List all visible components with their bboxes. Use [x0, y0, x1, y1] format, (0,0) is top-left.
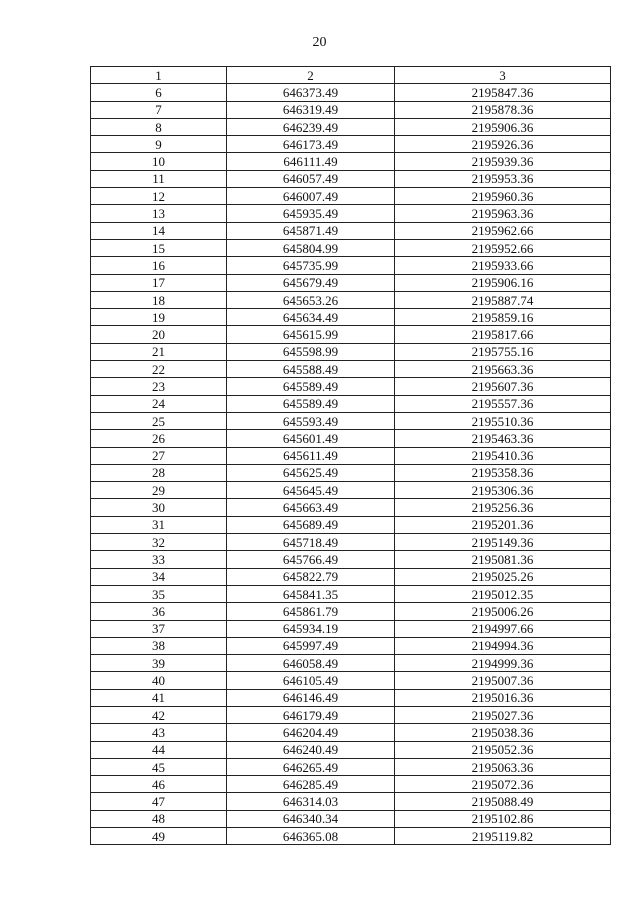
point-number-cell: 48: [91, 810, 227, 827]
y-coordinate-cell: 2195847.36: [395, 84, 611, 101]
y-coordinate-cell: 2194999.36: [395, 655, 611, 672]
y-coordinate-cell: 2195463.36: [395, 430, 611, 447]
x-coordinate-cell: 645861.79: [227, 603, 395, 620]
y-coordinate-cell: 2195088.49: [395, 793, 611, 810]
x-coordinate-cell: 645625.49: [227, 464, 395, 481]
table-row: [91, 412, 611, 429]
point-number-cell: 46: [91, 776, 227, 793]
y-coordinate-cell: 2195012.35: [395, 585, 611, 602]
x-coordinate-cell: 645589.49: [227, 395, 395, 412]
table-row: [91, 499, 611, 516]
point-number-cell: 10: [91, 153, 227, 170]
point-number-cell: 41: [91, 689, 227, 706]
x-coordinate-cell: 645841.35: [227, 585, 395, 602]
table-row: [91, 516, 611, 533]
table-row: [91, 153, 611, 170]
point-number-cell: 11: [91, 170, 227, 187]
table-row: [91, 239, 611, 256]
point-number-cell: 6: [91, 84, 227, 101]
point-number-cell: 19: [91, 309, 227, 326]
x-coordinate-cell: 646173.49: [227, 136, 395, 153]
table-row: [91, 568, 611, 585]
coordinates-table: [90, 66, 611, 845]
table-row: [91, 655, 611, 672]
y-coordinate-cell: 2195410.36: [395, 447, 611, 464]
table-row: [91, 482, 611, 499]
x-coordinate-cell: 646204.49: [227, 724, 395, 741]
point-number-cell: 23: [91, 378, 227, 395]
table-row: [91, 430, 611, 447]
y-coordinate-cell: 2195939.36: [395, 153, 611, 170]
x-coordinate-cell: 646319.49: [227, 101, 395, 118]
point-number-cell: 21: [91, 343, 227, 360]
x-coordinate-cell: 646285.49: [227, 776, 395, 793]
y-coordinate-cell: 2195025.26: [395, 568, 611, 585]
x-coordinate-cell: 646111.49: [227, 153, 395, 170]
point-number-cell: 38: [91, 637, 227, 654]
y-coordinate-cell: 2195201.36: [395, 516, 611, 533]
x-coordinate-cell: 646314.03: [227, 793, 395, 810]
point-number-cell: 17: [91, 274, 227, 291]
x-coordinate-cell: 646007.49: [227, 188, 395, 205]
y-coordinate-cell: 2195663.36: [395, 361, 611, 378]
x-coordinate-cell: 646105.49: [227, 672, 395, 689]
y-coordinate-cell: 2194994.36: [395, 637, 611, 654]
x-coordinate-cell: 645689.49: [227, 516, 395, 533]
table-row: [91, 170, 611, 187]
y-coordinate-cell: 2195926.36: [395, 136, 611, 153]
y-coordinate-cell: 2195878.36: [395, 101, 611, 118]
point-number-cell: 14: [91, 222, 227, 239]
y-coordinate-cell: 2195607.36: [395, 378, 611, 395]
x-coordinate-cell: 645601.49: [227, 430, 395, 447]
point-number-cell: 32: [91, 534, 227, 551]
y-coordinate-cell: 2195149.36: [395, 534, 611, 551]
point-number-cell: 30: [91, 499, 227, 516]
point-number-cell: 36: [91, 603, 227, 620]
point-number-cell: 28: [91, 464, 227, 481]
x-coordinate-cell: 645718.49: [227, 534, 395, 551]
table-row: [91, 758, 611, 775]
y-coordinate-cell: 2195952.66: [395, 239, 611, 256]
x-coordinate-cell: 645935.49: [227, 205, 395, 222]
column-header-1: 1: [91, 67, 227, 84]
point-number-cell: 12: [91, 188, 227, 205]
x-coordinate-cell: 645653.26: [227, 291, 395, 308]
y-coordinate-cell: 2195953.36: [395, 170, 611, 187]
x-coordinate-cell: 646265.49: [227, 758, 395, 775]
table-row: [91, 361, 611, 378]
x-coordinate-cell: 645588.49: [227, 361, 395, 378]
table-row: [91, 793, 611, 810]
table-row: [91, 84, 611, 101]
table-row: [91, 672, 611, 689]
y-coordinate-cell: 2195510.36: [395, 412, 611, 429]
x-coordinate-cell: 645934.19: [227, 620, 395, 637]
point-number-cell: 27: [91, 447, 227, 464]
y-coordinate-cell: 2195755.16: [395, 343, 611, 360]
column-header-2: 2: [227, 67, 395, 84]
point-number-cell: 45: [91, 758, 227, 775]
x-coordinate-cell: 645598.99: [227, 343, 395, 360]
point-number-cell: 33: [91, 551, 227, 568]
point-number-cell: 7: [91, 101, 227, 118]
y-coordinate-cell: 2195906.16: [395, 274, 611, 291]
x-coordinate-cell: 646179.49: [227, 706, 395, 723]
x-coordinate-cell: 645593.49: [227, 412, 395, 429]
y-coordinate-cell: 2195052.36: [395, 741, 611, 758]
table-row: [91, 188, 611, 205]
y-coordinate-cell: 2195072.36: [395, 776, 611, 793]
x-coordinate-cell: 645735.99: [227, 257, 395, 274]
x-coordinate-cell: 645804.99: [227, 239, 395, 256]
y-coordinate-cell: 2195016.36: [395, 689, 611, 706]
y-coordinate-cell: 2195081.36: [395, 551, 611, 568]
y-coordinate-cell: 2195306.36: [395, 482, 611, 499]
table-row: [91, 464, 611, 481]
point-number-cell: 24: [91, 395, 227, 412]
point-number-cell: 37: [91, 620, 227, 637]
table-row: [91, 828, 611, 845]
point-number-cell: 29: [91, 482, 227, 499]
page-number: 20: [312, 35, 327, 50]
table-row: [91, 378, 611, 395]
x-coordinate-cell: 645766.49: [227, 551, 395, 568]
x-coordinate-cell: 646340.34: [227, 810, 395, 827]
y-coordinate-cell: 2195358.36: [395, 464, 611, 481]
point-number-cell: 31: [91, 516, 227, 533]
x-coordinate-cell: 645634.49: [227, 309, 395, 326]
table-row: [91, 205, 611, 222]
y-coordinate-cell: 2195119.82: [395, 828, 611, 845]
table-row: [91, 776, 611, 793]
x-coordinate-cell: 646057.49: [227, 170, 395, 187]
table-row: [91, 603, 611, 620]
y-coordinate-cell: 2195027.36: [395, 706, 611, 723]
x-coordinate-cell: 645589.49: [227, 378, 395, 395]
point-number-cell: 44: [91, 741, 227, 758]
x-coordinate-cell: 645871.49: [227, 222, 395, 239]
x-coordinate-cell: 646373.49: [227, 84, 395, 101]
x-coordinate-cell: 645611.49: [227, 447, 395, 464]
table-row: [91, 101, 611, 118]
y-coordinate-cell: 2195063.36: [395, 758, 611, 775]
table-row: [91, 585, 611, 602]
point-number-cell: 9: [91, 136, 227, 153]
table-row: [91, 222, 611, 239]
y-coordinate-cell: 2194997.66: [395, 620, 611, 637]
table-row: [91, 447, 611, 464]
table-row: [91, 326, 611, 343]
y-coordinate-cell: 2195256.36: [395, 499, 611, 516]
point-number-cell: 25: [91, 412, 227, 429]
x-coordinate-cell: 646146.49: [227, 689, 395, 706]
point-number-cell: 18: [91, 291, 227, 308]
y-coordinate-cell: 2195817.66: [395, 326, 611, 343]
point-number-cell: 40: [91, 672, 227, 689]
table-body: [91, 84, 611, 845]
y-coordinate-cell: 2195960.36: [395, 188, 611, 205]
table-row: [91, 689, 611, 706]
table-row: [91, 810, 611, 827]
column-header-3: 3: [395, 67, 611, 84]
table-row: [91, 551, 611, 568]
point-number-cell: 15: [91, 239, 227, 256]
point-number-cell: 20: [91, 326, 227, 343]
table-row: [91, 343, 611, 360]
point-number-cell: 34: [91, 568, 227, 585]
point-number-cell: 47: [91, 793, 227, 810]
y-coordinate-cell: 2195887.74: [395, 291, 611, 308]
x-coordinate-cell: 646240.49: [227, 741, 395, 758]
table-row: [91, 620, 611, 637]
x-coordinate-cell: 646239.49: [227, 118, 395, 135]
table-row: [91, 534, 611, 551]
table-row: [91, 136, 611, 153]
y-coordinate-cell: 2195006.26: [395, 603, 611, 620]
y-coordinate-cell: 2195102.86: [395, 810, 611, 827]
x-coordinate-cell: 645645.49: [227, 482, 395, 499]
y-coordinate-cell: 2195906.36: [395, 118, 611, 135]
table-row: [91, 309, 611, 326]
point-number-cell: 16: [91, 257, 227, 274]
point-number-cell: 49: [91, 828, 227, 845]
table-row: [91, 741, 611, 758]
point-number-cell: 39: [91, 655, 227, 672]
y-coordinate-cell: 2195038.36: [395, 724, 611, 741]
y-coordinate-cell: 2195933.66: [395, 257, 611, 274]
table-row: [91, 724, 611, 741]
x-coordinate-cell: 645663.49: [227, 499, 395, 516]
point-number-cell: 22: [91, 361, 227, 378]
point-number-cell: 26: [91, 430, 227, 447]
table-row: [91, 291, 611, 308]
y-coordinate-cell: 2195557.36: [395, 395, 611, 412]
table-row: [91, 274, 611, 291]
point-number-cell: 35: [91, 585, 227, 602]
point-number-cell: 42: [91, 706, 227, 723]
y-coordinate-cell: 2195859.16: [395, 309, 611, 326]
x-coordinate-cell: 645997.49: [227, 637, 395, 654]
table-row: [91, 118, 611, 135]
x-coordinate-cell: 646058.49: [227, 655, 395, 672]
point-number-cell: 43: [91, 724, 227, 741]
table-row: [91, 395, 611, 412]
table-row: [91, 706, 611, 723]
y-coordinate-cell: 2195963.36: [395, 205, 611, 222]
table-row: [91, 257, 611, 274]
point-number-cell: 8: [91, 118, 227, 135]
point-number-cell: 13: [91, 205, 227, 222]
x-coordinate-cell: 646365.08: [227, 828, 395, 845]
table-row: [91, 637, 611, 654]
x-coordinate-cell: 645615.99: [227, 326, 395, 343]
y-coordinate-cell: 2195962.66: [395, 222, 611, 239]
table-header-row: [91, 67, 611, 84]
y-coordinate-cell: 2195007.36: [395, 672, 611, 689]
x-coordinate-cell: 645822.79: [227, 568, 395, 585]
x-coordinate-cell: 645679.49: [227, 274, 395, 291]
